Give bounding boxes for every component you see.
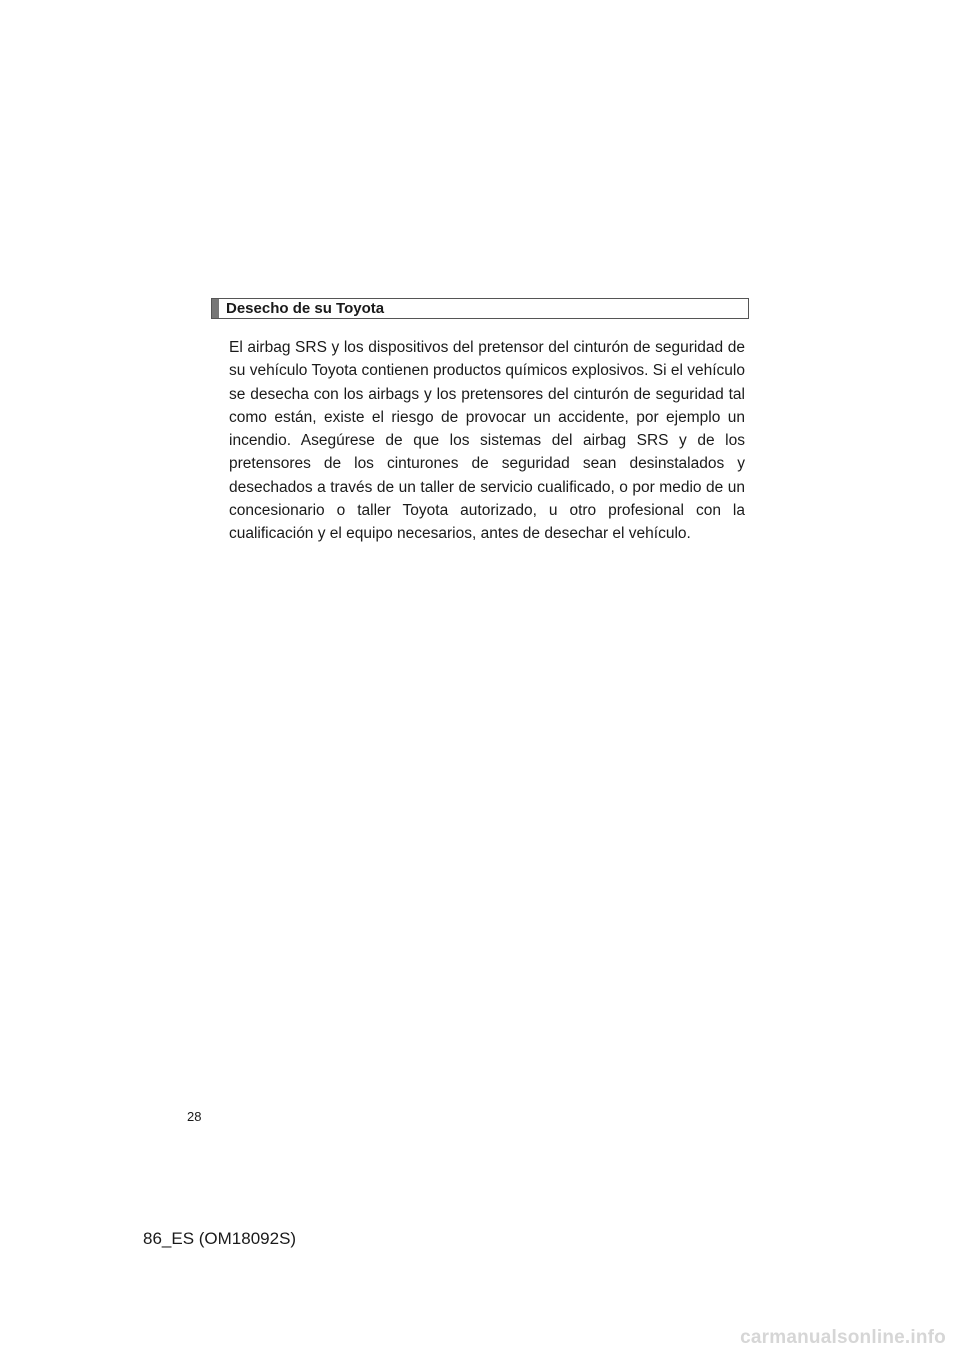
watermark: carmanualsonline.info [740, 1327, 946, 1348]
page-number: 28 [187, 1109, 202, 1124]
section-body-text: El airbag SRS y los dispositivos del pretensor del cinturón de seguridad de su vehículo Toyota contienen productos químicos explosivos. Si el vehículo se desecha con los airbags y los pretensores del cinturón de seguridad tal como están, existe el riesgo de provocar un accidente, por ejemplo un incendio. Asegúrese de que los sistemas del airbag SRS y de los pretensores de los cinturones de seguridad sean desinstalados y desechados a través de un taller de servicio cualificado, o por medio de un concesionario o taller Toyota autorizado, u otro profesional con la cualificación y el equipo necesarios, antes de desechar el vehículo. [229, 339, 745, 543]
document-code: 86_ES (OM18092S) [143, 1229, 297, 1248]
section-title: Desecho de su Toyota [226, 300, 385, 317]
section-header [211, 298, 749, 319]
section-header-marker [212, 299, 219, 318]
